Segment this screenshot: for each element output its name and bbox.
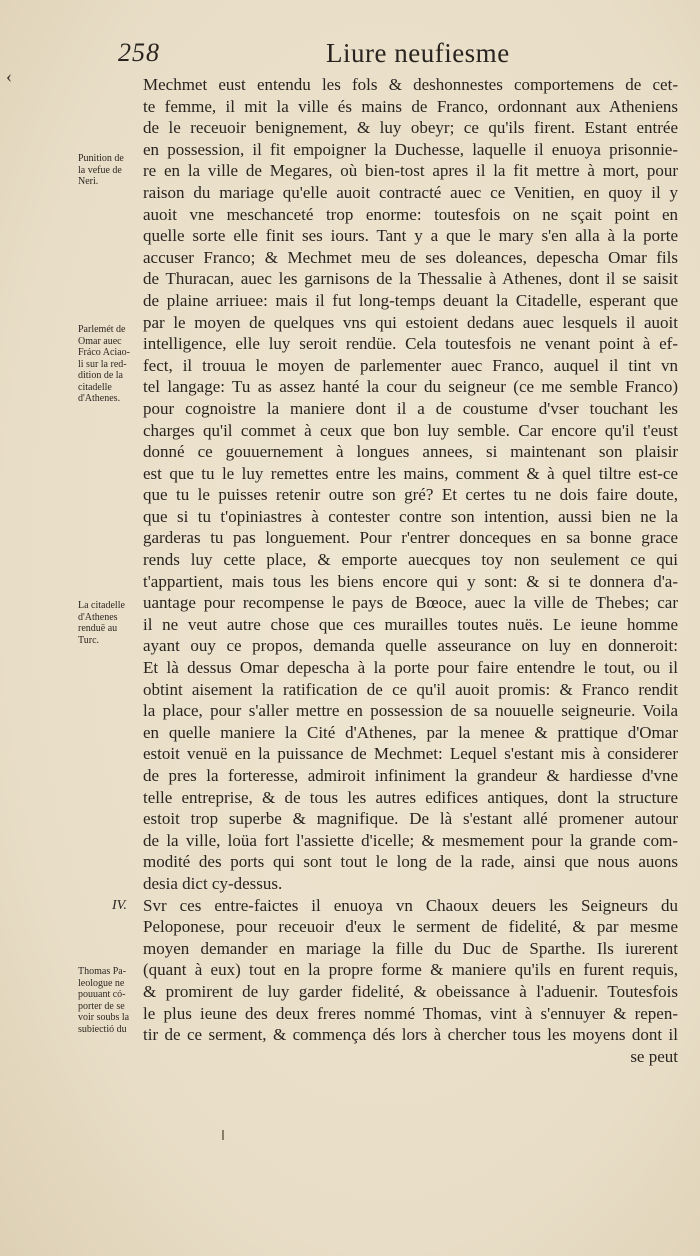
body-line: il ne veut autre chose que ces murailles toutes nuës. Le ieune homme [143, 614, 678, 634]
margin-note-line: Punition de [78, 153, 124, 164]
body-line: telle entreprise, & de tous les autres edifices antiques, dont la structure [143, 787, 678, 807]
body-line: t'appartient, mais tous les biens encore qui y sont: & si te donnera d'a- [143, 571, 678, 591]
margin-note-1 [78, 153, 146, 188]
body-line: obtint aisement la ratification de ce qu'il auoit promis: & Franco rendit [143, 679, 678, 699]
body-line: de pres la forteresse, admiroit infiniment la grandeur & hardiesse d'vne [143, 766, 678, 785]
body-line: desia dict cy-dessus. [143, 873, 283, 893]
body-line: re en la ville de Megares, où bien-tost apres il la fit mettre à mort, pour [143, 161, 678, 181]
margin-note-3 [78, 600, 146, 646]
body-line: rends luy cette place, & emporte auecques toy non seulement ce qui [143, 550, 678, 570]
body-line: estoit venuë en la puissance de Mechmet: Lequel s'estant mis à considerer [143, 744, 678, 764]
body-line: auoit vne meschanceté trop enorme: toutesfois on ne sçait point en [143, 204, 678, 224]
body-line: ayant ouy ce propos, demanda quelle asseurance on luy en donneroit: [143, 636, 678, 656]
page-header [118, 38, 678, 72]
body-line: moyen demander en mariage la fille du Duc de Sparthe. Ils iurerent [143, 938, 678, 958]
body-line: accuser Franco; & Mechmet meu de ses doleances, depescha Omar fils [143, 247, 678, 267]
margin-note-line: Neri. [78, 176, 99, 187]
margin-note-line: dition de la [78, 370, 123, 381]
stray-ink-mark [222, 1130, 224, 1140]
body-line: se peut [630, 1046, 678, 1066]
body-line: que si tu t'opiniastres à contester contre son intention, aussi bien ne la [143, 506, 678, 526]
body-line: tir de ce serment, & commença dés lors à chercher tous les moyens dont il [143, 1025, 678, 1045]
margin-note-4 [78, 966, 146, 1035]
body-line: Peloponese, pour receuoir d'eux le serment de fidelité, & par mesme [143, 917, 678, 937]
margin-note-line: leologue ne [78, 977, 125, 989]
body-line: modité des ports qui sont tout le long de la rade, ainsi que nous auons [143, 852, 678, 872]
body-line: de la ville, loüa fort l'assiette d'icelle; & mesmement pour la grande com- [143, 830, 678, 850]
margin-note-line: pouuant có- [78, 989, 126, 1000]
margin-note-line: Thomas Pa- [78, 966, 127, 977]
body-line: par le moyen de quelques vns qui estoient dedans auec lesquels il auoit [143, 312, 678, 332]
body-line: Svr ces entre-faictes il enuoya vn Chaoux deuers les Seigneurs du [143, 895, 678, 915]
margin-note-line: citadelle [78, 381, 112, 393]
margin-note-line: d'Athenes [78, 611, 118, 623]
body-line: garderas tu pas longuement. Pour r'entrer donceques en sa bonne grace [143, 528, 678, 548]
body-line: la place, pour s'aller mettre en possession de sa nouuelle seigneurie. Voila [143, 701, 678, 721]
margin-note-line: d'Athenes. [78, 393, 121, 404]
margin-note-2 [78, 324, 146, 405]
body-line: te femme, il mit la ville és mains de Franco, ordonnant aux Atheniens [143, 96, 678, 116]
margin-note-line: La citadelle [78, 600, 125, 611]
body-line: intelligence, elle luy seroit rendüe. Cela toutesfois ne venant point à ef- [143, 334, 678, 354]
body-line: donné ce gouuernement à longues annees, si maintenant son plaisir [143, 442, 678, 462]
body-line: de plaine arriuee: mais il fut long-temps deuant la Citadelle, esperant que [143, 290, 678, 310]
page-number: 258 [118, 38, 160, 67]
margin-note-line: la vefue de [78, 164, 122, 176]
margin-note-line: Fráco Aciao- [78, 347, 130, 358]
body-text [143, 74, 678, 1067]
body-line: pour cognoistre la maniere dont il a de coustume d'vser touchant les [143, 398, 678, 418]
running-title: Liure neufiesme [326, 38, 510, 68]
body-line: Mechmet eust entendu les fols & deshonnestes comportemens de cet- [143, 75, 678, 94]
margin-note-line: renduë au [78, 623, 118, 634]
body-line: Et là dessus Omar depescha à la porte pour faire entendre le tout, ou il [143, 658, 678, 678]
margin-note-line: voir soubs la [78, 1012, 130, 1023]
body-line: charges qu'il commet à ceux que bon luy semble. Car encore qu'il t'eust [143, 420, 678, 440]
section-number: IV. [112, 898, 127, 913]
body-line: en quelle maniere la Cité d'Athenes, par la menee & prattique d'Omar [143, 722, 678, 742]
body-line: raison du mariage qu'elle auoit contracté auec ce Venitien, en quoy il y [143, 182, 678, 202]
body-line: de le receuoir benignement, & luy obeyr; ce qu'ils firent. Estant entrée [143, 118, 678, 138]
margin-note-line: Parlemét de [78, 324, 126, 335]
body-line: quelle sorte elle finit ses iours. Tant y a que le mary s'en alla à la porte [143, 226, 678, 246]
margin-note-line: porter de se [78, 1000, 125, 1012]
margin-note-line: subiectió du [78, 1023, 127, 1035]
margin-note-line: Omar auec [78, 335, 122, 347]
body-line: tel langage: Tu as assez hanté la cour du seigneur (ce me semble Franco) [143, 377, 678, 397]
body-line: (quant à eux) tout en la propre forme & maniere qu'ils en furent requis, [143, 960, 678, 980]
body-line: est que tu le luy remettes entre les mains, comment & à quel tiltre est-ce [143, 463, 678, 483]
body-line: uantage pour recompense le pays de Bœoce, auec la ville de Thebes; car [143, 593, 678, 613]
body-line: estoit trop superbe & magnifique. De là s'estant allé promener autour [143, 809, 678, 829]
body-line: fect, il trouua le moyen de parlementer auec Franco, auquel il tint vn [143, 355, 678, 375]
body-line: & promirent de luy garder fidelité, & obeissance à l'aduenir. Toutesfois [143, 981, 678, 1001]
body-line: en possession, il fit empoigner la Duchesse, laquelle il enuoya prisonnie- [143, 139, 678, 159]
body-line: le plus ieune des deux freres nommé Thomas, vint à s'ennuyer & repen- [143, 1003, 678, 1023]
body-line: de Thuracan, auec les garnisons de la Thessalie à Athenes, dont il se saisit [143, 269, 678, 289]
body-line: que tu le puisses retenir outre son gré? Et certes tu ne dois faire doute, [143, 485, 678, 505]
margin-note-line: li sur la red- [78, 358, 127, 370]
margin-note-line: Turc. [78, 634, 100, 646]
page-edge-mark: ‹ [6, 66, 12, 86]
